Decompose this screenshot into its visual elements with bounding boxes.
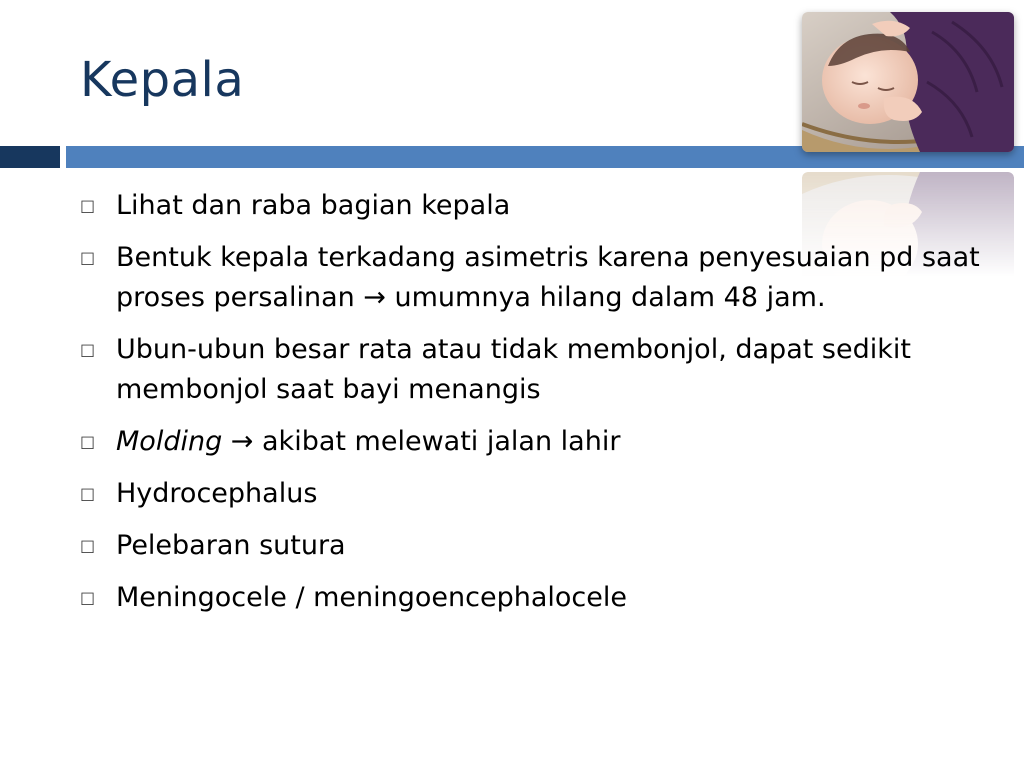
- bullet-text: Lihat dan raba bagian kepala: [116, 190, 511, 221]
- square-bullet-icon: □: [80, 432, 96, 451]
- bullet-text: Ubun-ubun besar rata atau tidak membonjol, dapat sedikit membonjol saat bayi menangis: [116, 334, 911, 405]
- bullet-item: [80, 578, 980, 618]
- square-bullet-icon: □: [80, 248, 96, 267]
- square-bullet-icon: □: [80, 484, 96, 503]
- bullet-italic-term: Molding: [116, 426, 223, 457]
- bullet-text: Pelebaran sutura: [116, 530, 346, 561]
- bullet-text: [116, 422, 620, 462]
- square-bullet-icon: □: [80, 536, 96, 555]
- bullet-item: [80, 330, 980, 410]
- slide-title: Kepala: [80, 52, 245, 108]
- square-bullet-icon: □: [80, 196, 96, 215]
- square-bullet-icon: □: [80, 340, 96, 359]
- bullet-item: [80, 422, 980, 462]
- bullet-item: [80, 238, 980, 318]
- baby-illustration: [802, 12, 1014, 152]
- sleeping-baby-photo: [802, 12, 1014, 152]
- bullet-text: Bentuk kepala terkadang asimetris karena penyesuaian pd saat proses persalinan → umumnya hilang dalam 48 jam.: [116, 242, 980, 313]
- bullet-list: [80, 186, 980, 630]
- bullet-text-rest: → akibat melewati jalan lahir: [222, 426, 621, 457]
- bullet-text: Hydrocephalus: [116, 478, 318, 509]
- bullet-item: [80, 474, 980, 514]
- accent-bar-dark: [0, 146, 60, 168]
- bullet-text: Meningocele / meningoencephalocele: [116, 582, 627, 613]
- bullet-item: [80, 186, 980, 226]
- bullet-item: [80, 526, 980, 566]
- square-bullet-icon: □: [80, 588, 96, 607]
